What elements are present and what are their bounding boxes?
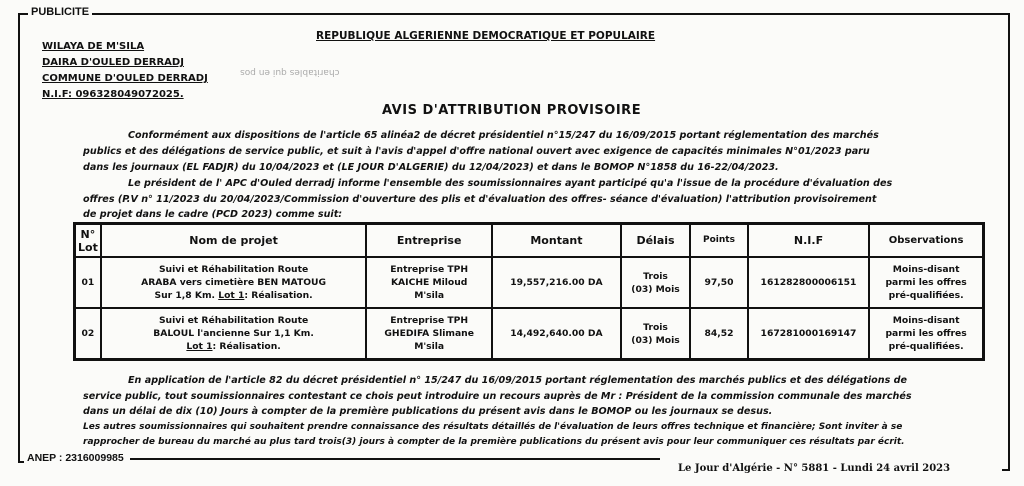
section-label: PUBLICITE <box>31 6 90 18</box>
entreprise-line: Entreprise TPH <box>390 315 469 326</box>
cell-delai <box>621 257 690 308</box>
obs-line: Moins-disant <box>892 315 960 326</box>
notice-title: AVIS D'ATTRIBUTION PROVISOIRE <box>382 103 642 118</box>
entreprise-line: Entreprise TPH <box>390 264 469 275</box>
cell-lot: 01 <box>75 257 101 308</box>
publication-footer: Le Jour d'Algérie - N° 5881 - Lundi 24 avril 2023 <box>678 463 951 474</box>
col-header-observations: Observations <box>869 224 983 258</box>
col-header-nif: N.I.F <box>748 224 870 258</box>
intro-line: Le président de l' APC d'Ouled derradj informe l'ensemble des soumissionnaires ayant participé qu'a l'issue de la procédure d'évaluation des <box>128 178 893 189</box>
commune: COMMUNE D'OULED DERRADJ <box>42 73 208 84</box>
delai-line: Trois <box>643 270 668 282</box>
cell-nif: 161282800006151 <box>748 257 870 308</box>
frame-border-top <box>92 13 1010 15</box>
anep-reference: ANEP : 2316009985 <box>27 452 124 464</box>
projet-line: Suivi et Réhabilitation Route <box>158 264 309 275</box>
cell-observations <box>869 257 983 308</box>
outro-line: rapprocher de bureau du marché au plus tard trois(3) jours à compter de la première publications du présent avis pour leur communiquer ces résultats par écrit. <box>83 437 905 447</box>
divider <box>130 458 660 460</box>
obs-line: pré-qualifiées. <box>888 290 964 301</box>
cell-lot: 02 <box>75 308 101 360</box>
delai-line: Trois <box>643 321 668 333</box>
issuer-block <box>42 39 208 103</box>
bleed-through-text: charitables qui en pos <box>240 67 340 77</box>
frame-border-bottom <box>18 461 24 463</box>
table-row <box>75 257 984 308</box>
cell-points: 97,50 <box>690 257 748 308</box>
col-header-projet: Nom de projet <box>101 224 367 258</box>
outro-line: service public, tout soumissionnaires contestant ce chois peut introduire un recours auprès de Mr : Président de la commission communale des marchés <box>83 391 912 402</box>
col-header-points: Points <box>690 224 748 258</box>
table-row <box>75 308 984 360</box>
cell-observations <box>869 308 983 360</box>
projet-line: ARABA vers cimetière BEN MATOUG <box>141 277 327 288</box>
attribution-table <box>73 222 985 361</box>
cell-projet <box>101 257 367 308</box>
wilaya: WILAYA DE M'SILA <box>42 41 145 52</box>
table-header-row <box>75 224 984 258</box>
col-header-lot: N° Lot <box>75 224 101 258</box>
col-header-delais: Délais <box>621 224 690 258</box>
cell-projet <box>101 308 367 360</box>
projet-line: Sur 1,8 Km. <box>154 290 219 301</box>
intro-line: Conformément aux dispositions de l'article 65 alinéa2 de décret présidentiel n°15/247 du 16/09/2015 portant réglementation des marchés <box>128 130 879 141</box>
daira: DAIRA D'OULED DERRADJ <box>42 57 184 68</box>
obs-line: pré-qualifiées. <box>888 341 964 352</box>
intro-line: publics et des délégations de service public, et suit à l'avis d'appel d'offre national ouvert avec exigence de capacités minimales N°01/2023 paru <box>83 146 870 157</box>
outro-line: dans un délai de dix (10) Jours à compter de la première publications du présent avis dans le BOMOP ou les journaux se desus. <box>83 406 773 417</box>
col-header-montant: Montant <box>492 224 621 258</box>
cell-delai <box>621 308 690 360</box>
entreprise-line: KAICHE Miloud <box>390 277 468 288</box>
cell-montant: 19,557,216.00 DA <box>492 257 621 308</box>
projet-line: : Réalisation. <box>244 290 313 301</box>
cell-entreprise <box>366 308 492 360</box>
obs-line: parmi les offres <box>885 277 967 288</box>
intro-line: dans les journaux (EL FADJR) du 10/04/2023 et (LE JOUR D'ALGERIE) du 12/04/2023) et dans le BOMOP N°1858 du 16-22/04/2023. <box>83 162 779 173</box>
outro-line: Les autres soumissionnaires qui souhaitent prendre connaissance des résultats détaillés de l'évaluation de leurs offres technique et financière; Sont inviter à se <box>83 422 903 432</box>
republic-header: REPUBLIQUE ALGERIENNE DEMOCRATIQUE ET POPULAIRE <box>316 30 656 42</box>
projet-lot: Lot 1 <box>218 290 245 301</box>
frame-border-right <box>1008 13 1010 471</box>
delai-line: (03) Mois <box>631 334 680 346</box>
intro-line: de projet dans le cadre (PCD 2023) comme suit: <box>83 209 343 220</box>
outro-line: En application de l'article 82 du décret présidentiel n° 15/247 du 16/09/2015 portant réglementation des marchés publics et des délégations de <box>128 375 907 386</box>
projet-line: : Réalisation. <box>212 341 281 352</box>
frame-border-left <box>18 13 20 463</box>
projet-lot: Lot 1 <box>186 341 213 352</box>
projet-line: BALOUL l'ancienne Sur 1,1 Km. <box>153 328 314 339</box>
entreprise-line: GHEDIFA Slimane <box>384 328 474 339</box>
cell-nif: 167281000169147 <box>748 308 870 360</box>
frame-border-top <box>18 13 28 15</box>
cell-points: 84,52 <box>690 308 748 360</box>
cell-entreprise <box>366 257 492 308</box>
entreprise-line: M'sila <box>414 341 445 352</box>
col-header-entreprise: Entreprise <box>366 224 492 258</box>
nif: N.I.F: 096328049072025. <box>42 89 184 100</box>
obs-line: Moins-disant <box>892 264 960 275</box>
entreprise-line: M'sila <box>414 290 445 301</box>
projet-line: Suivi et Réhabilitation Route <box>158 315 309 326</box>
delai-line: (03) Mois <box>631 283 680 295</box>
frame-border-bottom <box>1002 469 1010 471</box>
obs-line: parmi les offres <box>885 328 967 339</box>
cell-montant: 14,492,640.00 DA <box>492 308 621 360</box>
intro-line: offres (P.V n° 11/2023 du 20/04/2023/Commission d'ouverture des plis et d'évaluation des offres- séance d'évaluation) l'attribution provisoirement <box>83 194 877 205</box>
